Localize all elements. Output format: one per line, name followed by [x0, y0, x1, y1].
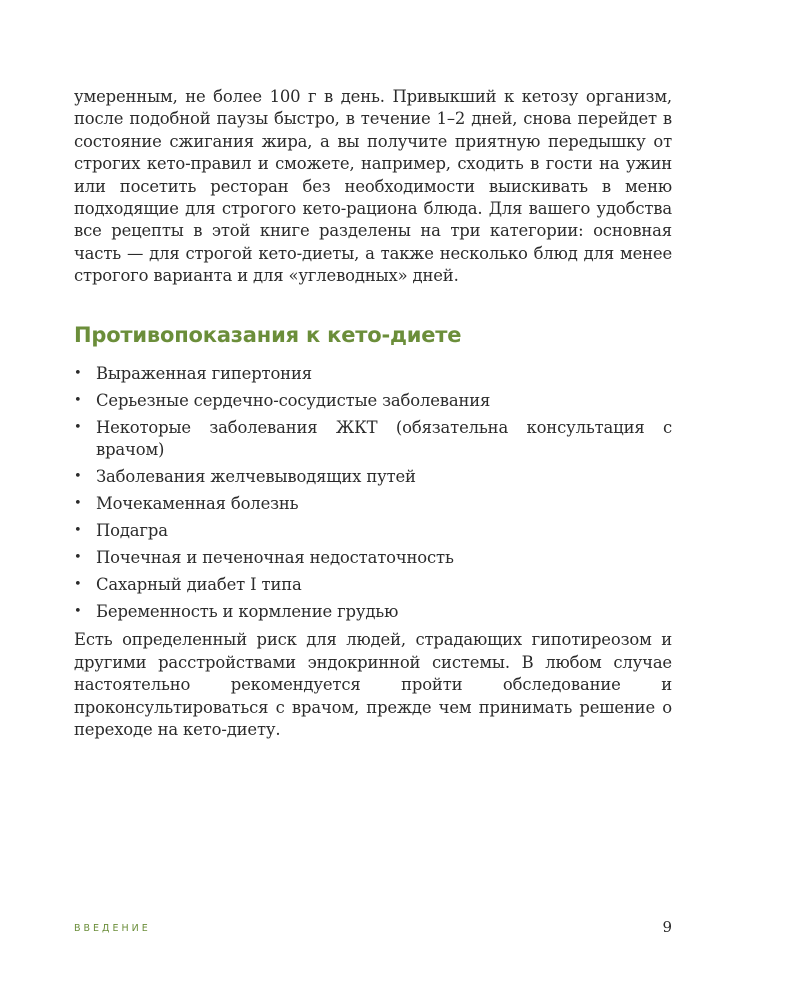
- list-item-text: Подагра: [96, 521, 168, 541]
- list-item-text: Некоторые заболевания ЖКТ (обязательна консультация с врачом): [96, 417, 672, 460]
- list-item-text: Мочекаменная болезнь: [96, 494, 299, 514]
- list-item: [74, 601, 672, 623]
- list-item: [74, 574, 672, 596]
- footer-section-label: ВВЕДЕНИЕ: [74, 923, 151, 934]
- bullet-icon: •: [74, 419, 82, 435]
- list-item: [74, 390, 672, 412]
- list-item: [74, 466, 672, 488]
- list-item-text: Заболевания желчевыводящих путей: [96, 467, 416, 487]
- closing-paragraph: Есть определенный риск для людей, страдающих гипотиреозом и другими расстройствами эндокринной системы. В любом случае настоятельно рекомендуется пройти обследование и проконсультироваться с врачом, прежде чем принимать решение о переходе на кето-диету.: [74, 630, 672, 740]
- bullet-icon: •: [74, 365, 82, 381]
- list-item: [74, 363, 672, 385]
- list-item: [74, 547, 672, 569]
- bullet-icon: •: [74, 550, 82, 566]
- contraindications-list: [74, 363, 672, 624]
- list-item-text: Серьезные сердечно-сосудистые заболевания: [96, 390, 491, 410]
- page-number: 9: [662, 918, 672, 936]
- list-item: [74, 493, 672, 515]
- intro-paragraph: умеренным, не более 100 г в день. Привыкший к кетозу организм, после подобной паузы быстро, в течение 1–2 дней, снова перейдет в состояние сжигания жира, а вы получите приятную передышку от строгих кето-правил и сможете, например, сходить в гости на ужин или посетить ресторан без необходимости выискивать в меню подходящие для строгого кето-рациона блюда. Для вашего удобства все рецепты в этой книге разделены на три категории: основная часть — для строгой кето-диеты, а также несколько блюд для менее строгого варианта и для «углеводных» дней.: [74, 87, 672, 286]
- list-item-text: Сахарный диабет I типа: [96, 575, 302, 595]
- page-content: [74, 86, 672, 742]
- bullet-icon: •: [74, 604, 82, 620]
- list-item-text: Выраженная гипертония: [96, 363, 312, 383]
- list-item-text: Беременность и кормление грудью: [96, 602, 399, 622]
- section-heading: Противопоказания к кето-диете: [74, 322, 462, 347]
- list-item: [74, 520, 672, 542]
- bullet-icon: •: [74, 469, 82, 485]
- list-item-text: Почечная и печеночная недостаточность: [96, 548, 454, 568]
- bullet-icon: •: [74, 392, 82, 408]
- list-item: [74, 417, 672, 462]
- bullet-icon: •: [74, 523, 82, 539]
- bullet-icon: •: [74, 496, 82, 512]
- bullet-icon: •: [74, 577, 82, 593]
